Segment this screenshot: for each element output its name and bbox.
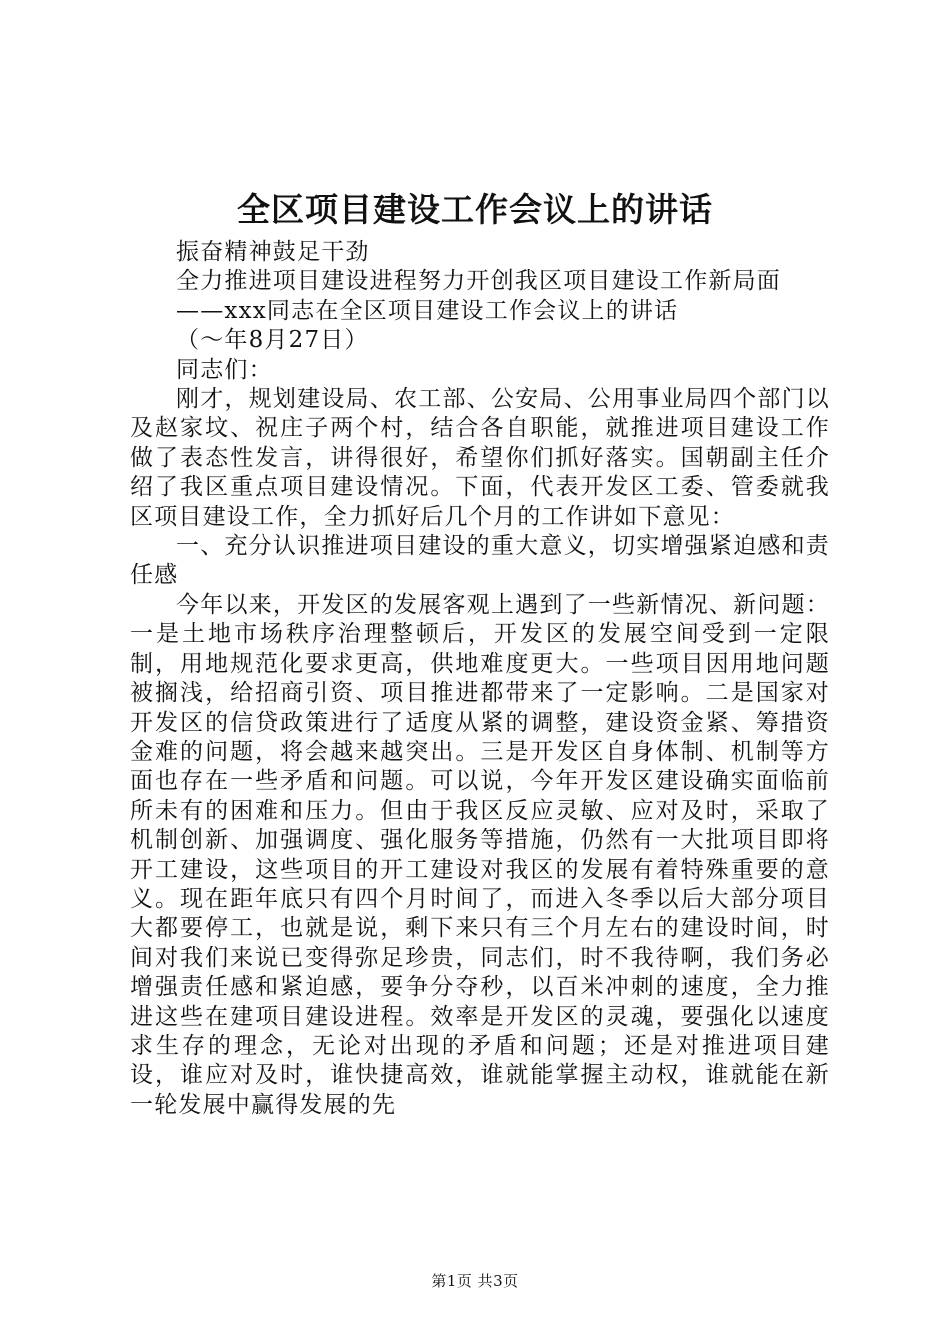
document-body [130,238,830,1120]
page-footer: 第1页 共3页 [431,1272,519,1290]
paragraph-main: 今年以来，开发区的发展客观上遇到了一些新情况、新问题：一是土地市场秩序治理整顿后，开发区的发展空间受到一定限制，用地规范化要求更高，供地难度更大。一些项目因用地问题被搁浅，给招商引资、项目推进都带来了一定影响。二是国家对开发区的信贷政策进行了适度从紧的调整，建设资金紧、筹措资金难的问题，将会越来越突出。三是开发区自身体制、机制等方面也存在一些矛盾和问题。可以说，今年开发区建设确实面临前所未有的困难和压力。但由于我区反应灵敏、应对及时，采取了机制创新、加强调度、强化服务等措施，仍然有一大批项目即将开工建设，这些项目的开工建设对我区的发展有着特殊重要的意义。现在距年底只有四个月时间了，而进入冬季以后大部分项目大都要停工，也就是说，剩下来只有三个月左右的建设时间，时间对我们来说已变得弥足珍贵，同志们，时不我待啊，我们务必增强责任感和紧迫感，要争分夺秒，以百米冲刺的速度，全力推进这些在建项目建设进程。效率是开发区的灵魂，要强化以速度求生存的理念，无论对出现的矛盾和问题；还是对推进项目建设，谁应对及时，谁快捷高效，谁就能掌握主动权，谁就能在新一轮发展中赢得发展的先 [130,591,830,1118]
speaker-line: ——xxx同志在全区项目建设工作会议上的讲话 [176,297,679,324]
subtitle-line-2: 全力推进项目建设进程努力开创我区项目建设工作新局面 [176,268,781,295]
document-title: 全区项目建设工作会议上的讲话 [237,190,713,229]
section-heading-1: 一、充分认识推进项目建设的重大意义，切实增强紧迫感和责任感 [130,533,830,589]
paragraph-intro: 刚才，规划建设局、农工部、公安局、公用事业局四个部门以及赵家坟、祝庄子两个村，结合各自职能，就推进项目建设工作做了表态性发言，讲得很好，希望你们抓好落实。国朝副主任介绍了我区重点项目建设情况。下面，代表开发区工委、管委就我区项目建设工作，全力抓好后几个月的工作讲如下意见： [130,386,830,530]
subtitle-line-1: 振奋精神鼓足干劲 [176,239,370,265]
date-line: （～年8月27日） [176,327,369,354]
salutation: 同志们： [176,356,273,383]
